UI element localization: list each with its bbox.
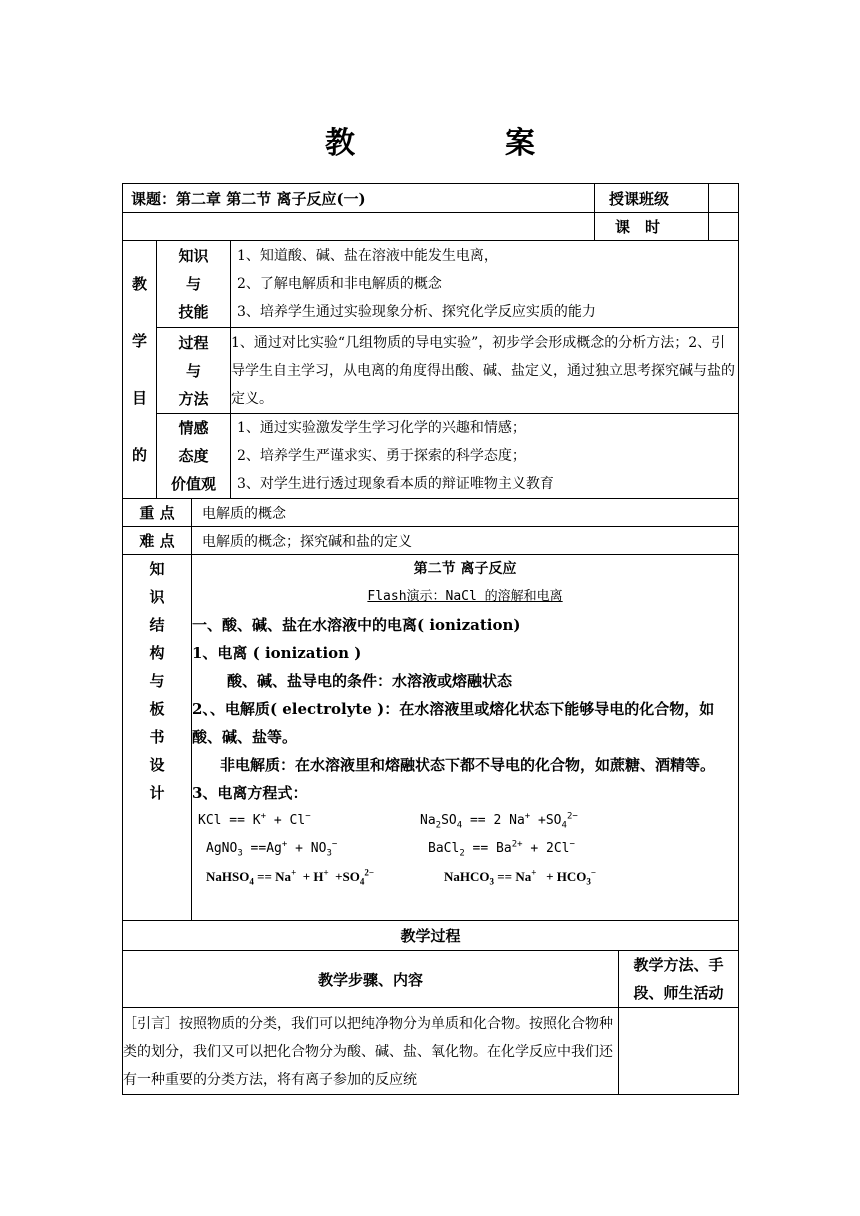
class-label: 授课班级 xyxy=(595,184,709,213)
difficulty-label: 难 点 xyxy=(123,527,192,555)
equation-kcl: KCl == K+ + Cl− xyxy=(198,811,311,828)
equation-row-3 xyxy=(192,863,738,891)
class-value xyxy=(709,184,739,213)
equation-agno3: AgNO$_3$ $==Ag^+ + NO_3^-$ xyxy=(206,839,338,859)
page-title: 教 案 xyxy=(325,126,595,161)
board-line-3: 酸、碱、盐导电的条件：水溶液或熔融状态 xyxy=(227,672,513,690)
knowledge-items: 1、知道酸、碱、盐在溶液中能发生电离， 2、了解电解质和非电解质的概念 3、培养学生通过实验现象分析、探究化学反应实质的能力 xyxy=(231,241,739,328)
equation-bacl2: BaCl$_2$ == $Ba^{2+} + 2Cl^-$ xyxy=(428,839,575,859)
lesson-plan-table xyxy=(122,183,739,1095)
topic-cell: 课题：第二章 第二节 离子反应(一) xyxy=(123,184,595,213)
objectives-label: 教 学 目 的 xyxy=(123,241,157,499)
hours-value xyxy=(709,213,739,241)
equation-nahco3: NaHCO$_3$ == $Na^+ + HCO_3^-$ xyxy=(444,867,597,887)
process-col2-header: 教学方法、手段、师生活动 xyxy=(619,951,739,1008)
process-intro: ［引言］按照物质的分类，我们可以把纯净物分为单质和化合物。按照化合物种类的划分，我们又可以把化合物分为酸、碱、盐、氧化物。在化学反应中我们还有一种重要的分类方法，将有离子参加的反应统 xyxy=(123,1008,619,1095)
key-point-text: 电解质的概念 xyxy=(192,499,739,527)
board-label: 知 识 结 构 与 板 书 设 计 xyxy=(123,555,192,921)
process-method-label: 过程 与 方法 xyxy=(157,328,231,414)
process-activity-cell xyxy=(619,1008,739,1095)
emotion-items: 1、通过实验激发学生学习化学的兴趣和情感； 2、培养学生严谨求实、勇于探索的科学态度； 3、对学生进行透过现象看本质的辩证唯物主义教育 xyxy=(231,414,739,499)
difficulty-text: 电解质的概念；探究碱和盐的定义 xyxy=(192,527,739,555)
board-line-1: 一、酸、碱、盐在水溶液中的电离( ionization) xyxy=(192,616,521,634)
emotion-label: 情感 态度 价值观 xyxy=(157,414,231,499)
board-line-4: 2、、电解质( electrolyte )：在水溶液里或熔化状态下能够导电的化合物，如酸、碱、盐等。 xyxy=(192,700,715,746)
board-heading: 第二节 离子反应 xyxy=(413,561,517,577)
process-title: 教学过程 xyxy=(123,921,739,951)
key-point-label: 重 点 xyxy=(123,499,192,527)
board-line-6: 3、电离方程式： xyxy=(192,784,308,802)
board-line-5: 非电解质：在水溶液里和熔融状态下都不导电的化合物，如蔗糖、酒精等。 xyxy=(220,756,716,774)
equation-nahso4: NaHSO$_4$ == $Na^+ + H^+ +SO_4^{2-}$ xyxy=(206,867,375,887)
hours-label: 课 时 xyxy=(595,213,709,241)
knowledge-label: 知识 与 技能 xyxy=(157,241,231,328)
board-line-2: 1、电离 ( ionization ) xyxy=(192,644,362,662)
equation-row-1 xyxy=(192,807,738,835)
board-flash: Flash演示：NaCl 的溶解和电离 xyxy=(367,589,563,604)
equation-row-2 xyxy=(192,835,738,863)
topic-cell-empty xyxy=(123,213,595,241)
process-col1-header: 教学步骤、内容 xyxy=(123,951,619,1008)
process-method-text: 1、通过对比实验“几组物质的导电实验”，初步学会形成概念的分析方法；2、引导学生自主学习，从电离的角度得出酸、碱、盐定义，通过独立思考探究碱与盐的定义。 xyxy=(231,328,739,414)
equation-na2so4: $Na_2SO_4 == 2$ $Na^+ +SO_4^{2-}$ xyxy=(420,811,578,831)
board-content xyxy=(192,555,739,921)
